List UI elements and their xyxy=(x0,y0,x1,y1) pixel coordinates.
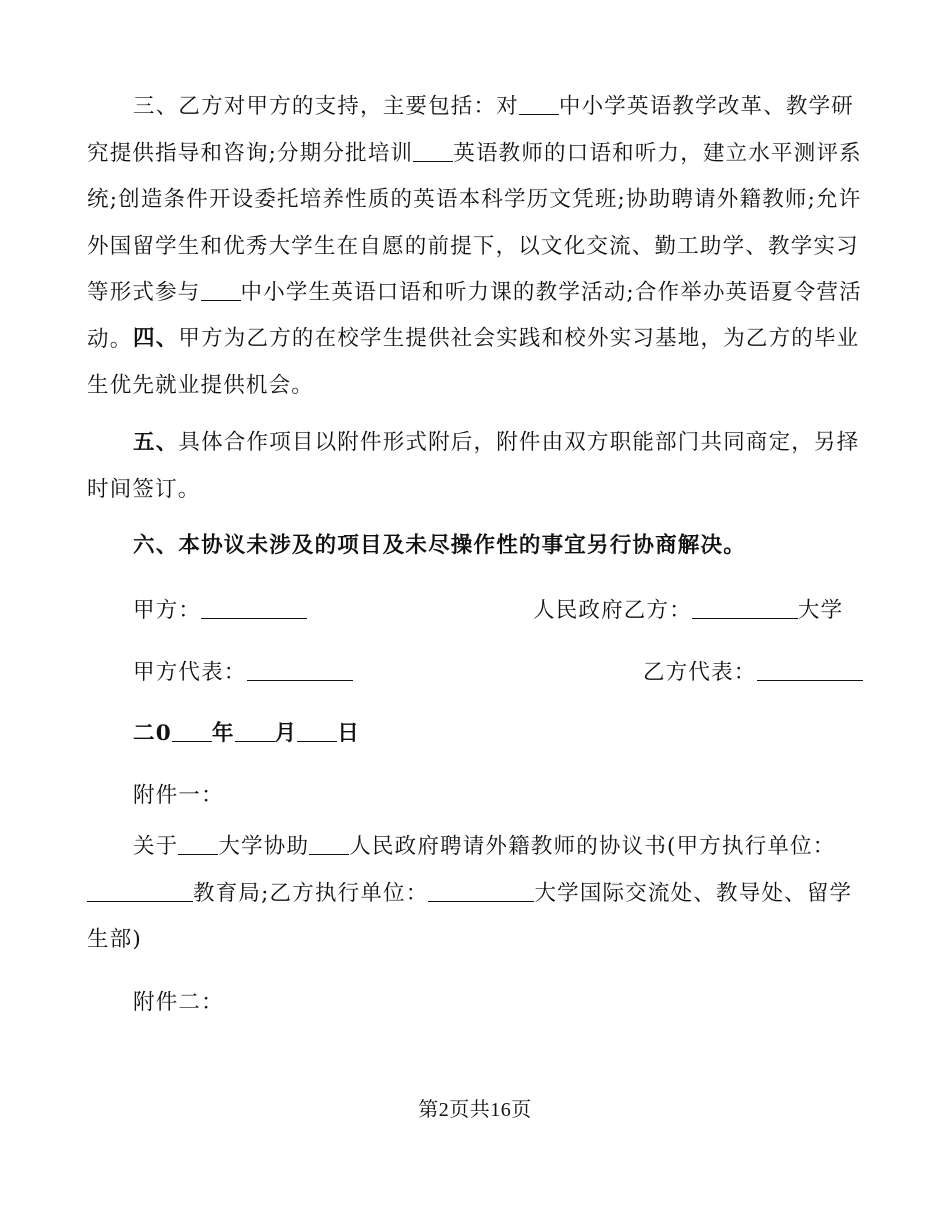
rep-b-line xyxy=(643,655,863,686)
attachment-1-part1: 关于 xyxy=(133,834,179,859)
date-line xyxy=(133,716,360,747)
clause-5-body: 具体合作项目以附件形式附后，附件由双方职能部门共同商定，另择时间签订。 xyxy=(87,430,860,502)
date-year: 年 xyxy=(211,721,235,746)
clause-3-part1: 三、乙方对甲方的支持，主要包括：对 xyxy=(133,94,519,119)
blank-line xyxy=(757,659,863,682)
blank-line xyxy=(201,279,241,302)
attachment-1-part2: 大学协助 xyxy=(218,834,310,859)
attachment-1-part5: 大学国际交流处、教导处、留学生部) xyxy=(87,880,853,952)
rep-b-label: 乙方代表： xyxy=(643,660,757,685)
blank-line xyxy=(172,720,212,743)
blank-line xyxy=(235,720,275,743)
rep-a-label: 甲方代表： xyxy=(133,660,247,685)
blank-line xyxy=(297,720,337,743)
party-b-label: 人民政府乙方： xyxy=(533,598,692,623)
party-a-label: 甲方： xyxy=(133,598,202,623)
clause-3-part4: 中小学生英语口语和听力课的教学活动;合作举办英语夏令营活动。 xyxy=(87,280,862,352)
attachment-1-title: 附件一： xyxy=(133,783,224,808)
clause-3-part2: 中小学英语教学改革、教学研究提供指导和咨询;分期分批培训 xyxy=(87,94,855,166)
blank-line xyxy=(178,833,218,856)
blank-line xyxy=(428,879,534,902)
date-month: 月 xyxy=(274,721,298,746)
clause-4-body: 甲方为乙方的在校学生提供社会实践和校外实习基地，为乙方的毕业生优先就业提供机会。 xyxy=(87,326,860,398)
attachment-1-part3: 人民政府聘请外籍教师的协议书(甲方执行单位： xyxy=(349,834,836,859)
party-b-suffix: 大学 xyxy=(797,598,844,623)
attachment-1-part4: 教育局;乙方执行单位： xyxy=(193,880,429,906)
clause-6: 六、本协议未涉及的项目及未尽操作性的事宜另行协商解决。 xyxy=(133,533,746,558)
party-b-line xyxy=(533,593,843,624)
party-a-line xyxy=(133,593,307,624)
blank-line xyxy=(201,597,307,620)
blank-line xyxy=(413,139,453,162)
blank-line xyxy=(519,93,559,116)
attachment-1-body xyxy=(87,824,862,964)
clause-3-part3: 英语教师的口语和听力，建立水平测评系统;创造条件开设委托培养性质的英语本科学历文凭班;协助聘请外籍教师;允许外国留学生和优秀大学生在自愿的前提下，以文化交流、勤工助学、教学实习等形式参与 xyxy=(87,140,862,305)
blank-line xyxy=(309,833,349,856)
date-prefix: 二0 xyxy=(133,721,172,746)
clause-4-number: 四、 xyxy=(133,326,179,351)
page-footer: 第2页共16页 xyxy=(418,1099,532,1121)
blank-line xyxy=(692,597,798,620)
clause-4 xyxy=(87,316,862,409)
clause-5-number: 五、 xyxy=(133,430,179,455)
rep-a-line xyxy=(133,655,353,686)
blank-line xyxy=(247,659,353,682)
attachment-2-title: 附件二： xyxy=(133,990,224,1015)
blank-line xyxy=(87,879,193,902)
clause-5 xyxy=(87,420,862,513)
date-day: 日 xyxy=(337,721,360,746)
